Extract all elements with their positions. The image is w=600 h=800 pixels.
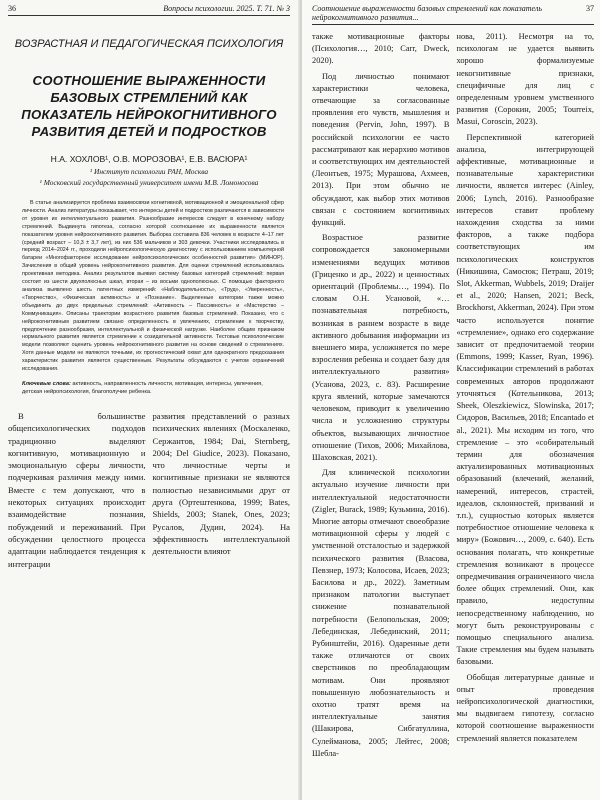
page-number-left: 36	[8, 4, 16, 13]
keywords-label: Ключевые слова:	[22, 380, 71, 387]
body-paragraph: развития представлений о разных психических явлениях (Москаленко, Сержантов, 1984; Dai, Sternberg, 2004; Del Giudice, 2023). Показано, что личностные черты и когнитивные признаки не являются полностью независимыми друг от друга (Ортештенкова, 1999; Bates, Shields, 2003; Stanek, Ones, 2023; Русалов, Дудин, 2024). На эффективность интеллектуальной деятельности влияют	[152, 410, 290, 557]
keywords	[22, 380, 284, 396]
article-authors: Н.А. ХОХЛОВ¹, О.В. МОРОЗОВА¹, Е.В. ВАСЮРА¹	[50, 154, 248, 164]
right-column-1	[312, 31, 450, 763]
right-body-columns	[312, 31, 594, 763]
affiliation-1: ¹ Институт психологии РАН, Москва	[89, 167, 209, 176]
abstract-text: В статье анализируется проблема взаимосвязи когнитивной, мотивационной и эмоциональной сфер личности. Анализ литературы показывает, что интересы детей и подростков различаются в зависимости от уровня их интеллектуального развития. Разнообразие интересов следует в конечному набору стремлений. Выдвинута гипотеза, согласно которой соотношение их выраженности является показателем уровня нейрокогнитивного развития. Выборка составила 836 человек в возрасте 4–17 лет (средний возраст – 10,3 ± 3,7 лет), из них 536 мальчиков и 303 девочки. Участники исследовались в период 2014–2024 гг., проходили нейропсихологическую диагностику с использованием компьютерной батареи «Многофакторное исследование нейропсихологических особенностей развития» (МИНОР). Зачисления в общий уровень нейрокогнитивного развития. Для оценки стремлений использовалась проективная методика. Анализ результатов выявил систему базовых категорий стремлений: первая состоит из шести двухполюсных шкал, вторая – из восьми однополюсных. С помощью факторного анализа выявлено шесть латентных измерений: «Наблюдательность», «Труд», «Уверенность», «Творчество», «Физическая активность» и «Познание». Выделенные категории также можно объединить до двух предельных стремлений: «Активность – Пассивность» и «Мастерство – Коммуникация». Описаны траектории возрастного развития базовых стремлений. Показано, что с нейрокогнитивным развитием связано определенность в увлечениях, стремление к творчеству, предпочтение разнообразия, интеллектуальной и физической нагрузке. Наиболее общим признаком нормального развития является стремление к созидательной активности. Тестовые психологические модели позволяют оценить уровень нейрокогнитивного развития на основе сведений о стремлениях. Хотя данные модели не являются точными, их прогностический охват для однократного предсказания характеристик развития является существенным. Результаты обсуждаются с учетом ограничений исследования.	[22, 200, 284, 373]
running-head-left	[8, 4, 290, 16]
right-column-2	[457, 31, 595, 763]
body-paragraph: Под личностью понимают характеристики человека, отвечающие за согласованные проявления его чувств, мышления и поведения (Pervin, John, 1997). В российской психологии ее часто рассматривают как иерархию мотивов и соответствующих им деятельностей (Леонтьев, 1975; Мурашова, Ахмеев, 2013). При этом обычно не обсуждают, как выбор этих мотивов связан с состоянием когнитивных функций.	[312, 71, 450, 228]
left-body-columns	[8, 410, 290, 573]
running-head-right	[312, 4, 594, 25]
article-running-title: Соотношение выраженности базовых стремлений как показатель нейрокогнитивного развития...	[312, 4, 542, 22]
body-paragraph: Для клинической психологии актуально изучение личности при интеллектуальной недостаточности (Zigler, Burack, 1989; Кузьмина, 2016). Многие авторы отмечают своеобразие мотивационной сферы у людей с умственной отсталостью и задержкой психического развития (Власова, Певзнер, 1973; Колосова, Исаев, 2023; Басилова и др., 2022). Заметным признаком патологии выступает снижение познавательной потребности (Белопольская, 2009; Лебединская, Лебединский, 2011; Рубинштейн, 2016). Одаренные дети также отличаются от своих сверстников по преобладающим мотивам. Они проявляют повышенную любознательность и охотно тратят время на интеллектуальные занятия (Шакирова, Сибгатуллина, Сулейманова, 2005; Лейтес, 2008; Шебла-	[312, 468, 450, 758]
section-heading: ВОЗРАСТНАЯ И ПЕДАГОГИЧЕСКАЯ ПСИХОЛОГИЯ	[14, 38, 284, 50]
body-paragraph: Перспективной категорией анализа, интегрирующей аффективные, мотивационные и познавательные характеристики личности, является интерес (Ainley, 2006; Lynch, 2016). Разнообразие интересов ставит проблему нахождения сходства за ними факторов, а также подбора соответствующих им психологических конструктов (Никишина, Самосюк; Петраш, 2019; Slot, Akkerman, Wubbels, 2019; Draijer et al., 2020; Hansen, 2021; Beck, Brockhorst, Akkerman, 2024). При этом часто используется понятие «стремление», однако его содержание зависит от предпочитаемой теории (Emmons, 1999; Kasser, Ryan, 1996). Классификации стремлений в работах современных авторов продолжают уточняться (Котельникова, 2013; Sheek, Oleszkiewicz, Slowinska, 2017; Сидоров, Васильев, 2018; Encantado et al., 2021). Мы исходим из того, что стремление – это «собирательный термин для обозначения актуализированных мотивационных образований (влечений, желаний, намерений, интересов, страстей, идеалов, склонностей, призваний и т.п.), сущностью которых является потребностное отношение человека к миру» (Божович…, 2009, с. 640). Есть основания полагать, что конкретные стремления возникают в процессе опредмечивания ограниченного числа более общих стремлений. Они, как правило, недоступны непосредственному наблюдению, но могут быть реконструированы с помощью специального анализа. Такие стремления мы будем называть базовыми.	[456, 132, 594, 667]
affiliation-2: ¹ Московский государственный университет имени М.В. Ломоносова	[39, 178, 259, 187]
body-paragraph: В большинстве общепсихологических подходов традиционно выделяют когнитивную, мотивационную и эмоциональную сферы личности, подчеркивая различия между ними. Вместе с тем допускают, что в некоторых ситуациях происходит взаимодействие познания, побуждений и переживаний. При обсуждении целостного процесса адаптации наблюдается тенденция к интеграции	[8, 410, 146, 569]
abstract	[22, 200, 284, 374]
right-page	[302, 0, 600, 800]
body-paragraph: Обобщая литературные данные и опыт проведения нейропсихологической диагностики, мы выдвигаем гипотезу, согласно которой соотношение выраженности стремлений является показателем	[456, 672, 594, 743]
page-number-right: 37	[586, 4, 594, 13]
left-column-1	[8, 410, 146, 573]
journal-running-title: Вопросы психологии. 2025. Т. 71. № 3	[163, 4, 290, 13]
body-paragraph: Возрастное развитие сопровождается закономерными изменениями ведущих мотивов (Гриценко и др., 2022) и ценностных ориентаций (Проблемы…, 1994). По словам О.Н. Усановой, «…познавательная потребность, возникая в раннем возрасте в виде активного добывания информации из внешнего мира, усложняется по мере взросления ребенка и создает базу для интеллектуального развития» (Усанова, 2023, с. 83). Расширение круга явлений, которые замечаются человеком, приводит к увеличению числа и усложнению структуры объектов, вызывающих личностное отношение (Тихов, 2006; Михайлова, Шаховская, 2021).	[312, 233, 450, 462]
article-title: СООТНОШЕНИЕ ВЫРАЖЕННОСТИ БАЗОВЫХ СТРЕМЛЕНИЙ КАК ПОКАЗАТЕЛЬ НЕЙРОКОГНИТИВНОГО РАЗВИТИЯ ДЕТЕЙ И ПОДРОСТКОВ	[21, 73, 277, 139]
left-column-2	[153, 410, 291, 573]
body-paragraph: также мотивационные факторы (Психология…, 2010; Carr, Dweck, 2020).	[312, 32, 450, 66]
body-paragraph: нова, 2011). Несмотря на то, психологам не удается выявить хорошо формализуемые некогнитивные признаки, специфичные для лиц с определенным уровнем умственного развития (Сорокин, 2005; Tourreix, Masui, Coroscin, 2023).	[456, 32, 594, 127]
keywords-text: активность, направленность личности, мотивация, интересы, увлечения, детская нейропсихология, благополучие ребенка.	[22, 380, 263, 395]
